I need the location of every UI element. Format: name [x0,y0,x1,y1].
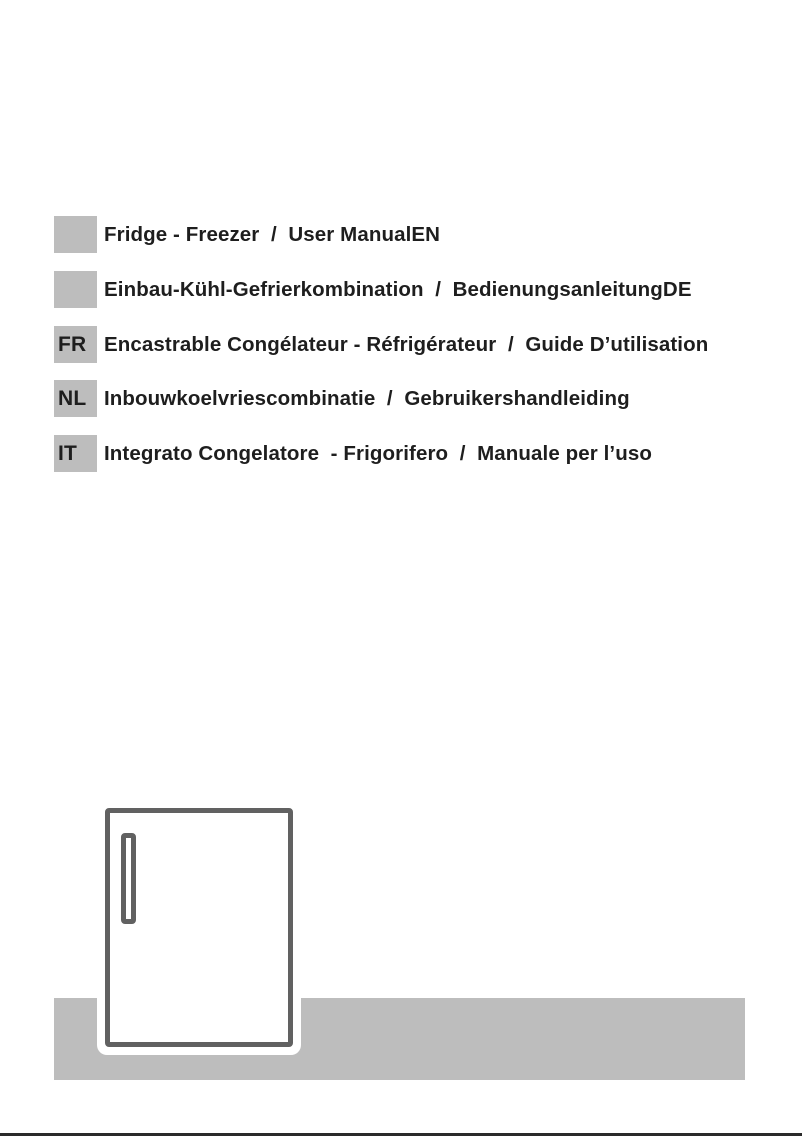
language-row-it [54,435,652,472]
language-row-en [54,216,440,253]
language-code-box [54,271,97,308]
language-row-nl [54,380,630,417]
language-title: Integrato Congelatore - Frigorifero / Manuale per l’uso [104,441,652,465]
language-code-box: NL [54,380,97,417]
language-code-box: IT [54,435,97,472]
language-title: Encastrable Congélateur - Réfrigérateur / Guide D’utilisation [104,332,709,356]
language-title: Einbau-Kühl-Gefrierkombination / BedienungsanleitungDE [104,277,692,301]
language-title: Inbouwkoelvriescombinatie / Gebruikershandleiding [104,386,630,410]
language-code-box [54,216,97,253]
language-row-fr [54,326,708,363]
fridge-handle-icon [121,833,136,924]
language-code-box: FR [54,326,97,363]
language-row-de [54,271,692,308]
language-title: Fridge - Freezer / User ManualEN [104,222,441,246]
